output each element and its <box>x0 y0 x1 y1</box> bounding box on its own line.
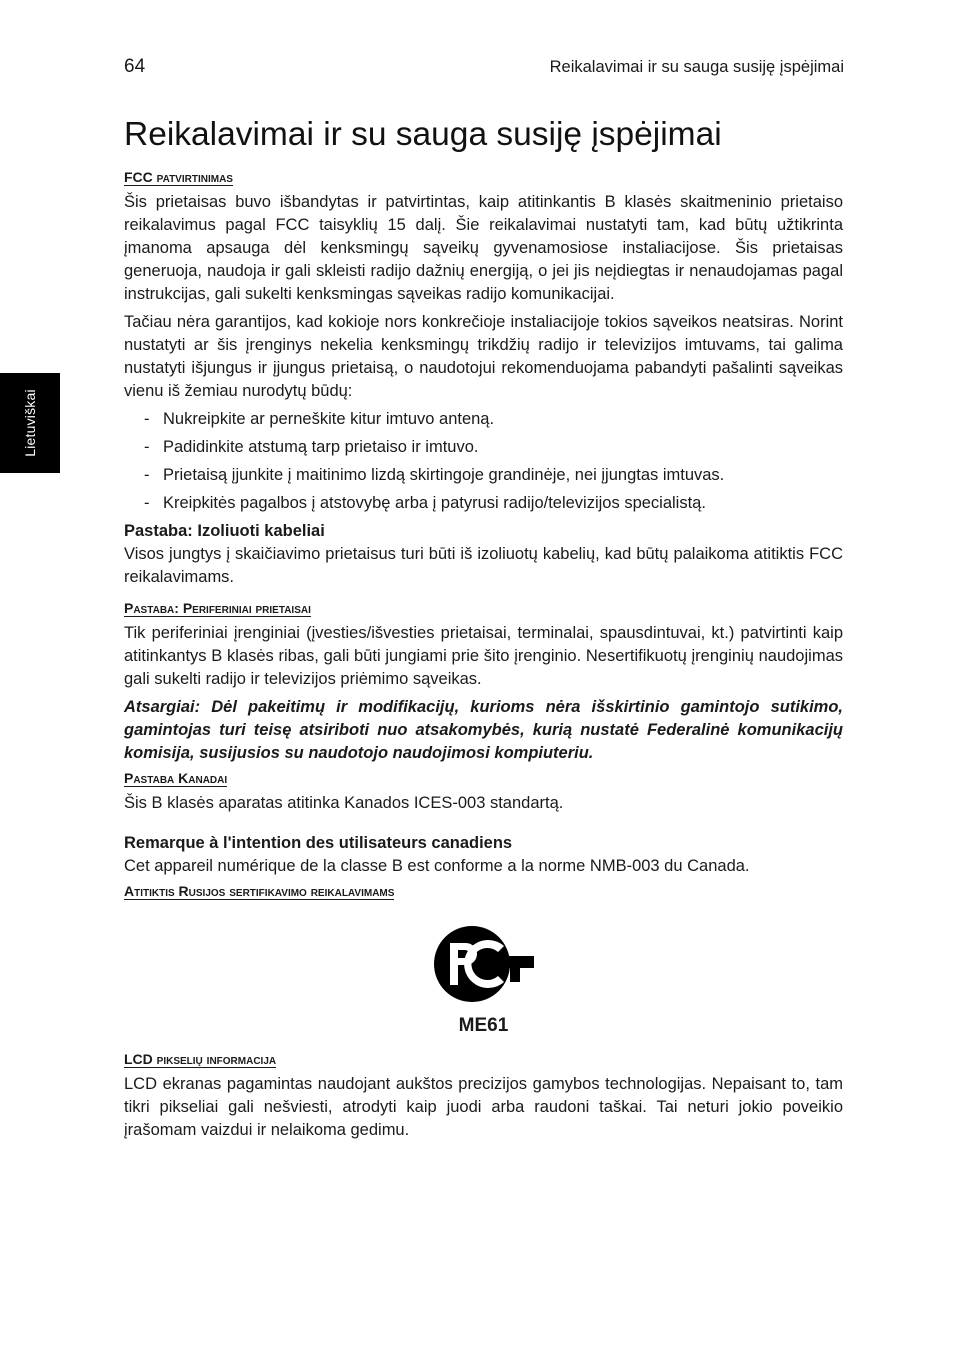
list-item: - Padidinkite atstumą tarp prietaiso ir imtuvo. <box>124 436 843 459</box>
list-item: - Prietaisą įjunkite į maitinimo lizdą skirtingoje grandinėje, nei įjungtas imtuvas. <box>124 464 843 487</box>
list-item: - Nukreipkite ar perneškite kitur imtuvo anteną. <box>124 408 843 431</box>
fcc-heading: FCC patvirtinimas <box>124 169 233 185</box>
page-title: Reikalavimai ir su sauga susiję įspėjimai <box>124 116 722 153</box>
canada-french-heading: Remarque à l'intention des utilisateurs canadiens <box>124 834 513 852</box>
fcc-paragraph-1: Šis prietaisas buvo išbandytas ir patvirtintas, kaip atitinkantis B klasės skaitmeninio prietaiso reikalavimus pagal FCC taisyklių 15 dalį. Šie reikalavimai nustatyti tam, kad būtų užtikrinta įmanoma apsauga dėl kenksmingų sąveikų gyvenamosiose instaliacijose. Šis prietaisas generuoja, naudoja ir gali skleisti radijo dažnių energiją, o jei jis neįdiegtas ir nenaudojamas pagal instrukcijas, gali sukelti kenksmingas sąveikas radijo komunikacijai. <box>124 193 843 303</box>
cables-text: Visos jungtys į skaičiavimo prietaisus turi būti iš izoliuotų kabelių, kad būtų palaikoma atitiktis FCC reikalavimams. <box>124 545 843 586</box>
fcc-measures-list <box>124 408 843 515</box>
peripherals-warning: Atsargiai: Dėl pakeitimų ir modifikacijų, kurioms nėra išskirtinio gamintojo sutikimo, gamintojas turi teisę atsiriboti nuo atsakomybės, kurią nustatė Federalinė komunikacijų komisija, susijusios su naudotojo naudojimosi kompiuteriu. <box>124 698 843 762</box>
peripherals-text: Tik periferiniai įrenginiai (įvesties/išvesties prietaisai, terminalai, spausdintuvai, kt.) patvirtinti kaip atitinkantys B klasės ribas, gali būti jungiami prie šito įrenginio. Nesertifikuotų įrenginių naudojimas gali sukelti radijo ir televizijos priėmimo sąveikas. <box>124 624 843 688</box>
certification-logo-block <box>124 923 843 1037</box>
lcd-heading: LCD pikselių informacija <box>124 1051 277 1067</box>
fcc-paragraph-2: Tačiau nėra garantijos, kad kokioje nors konkrečioje instaliacijoje tokios sąveikos neatsiras. Norint nustatyti ar šis įrenginys nekelia kenksmingų trikdžių radijo ir televizijos imtuvams, tai galima nustatyti išjungus ir įjungus prietaisą, o naudotojui rekomenduojama pabandyti pašalinti sąveikas vienu iš žemiau nurodytų būdų: <box>124 313 843 400</box>
lcd-text: LCD ekranas pagamintas naudojant aukštos precizijos gamybos technologijas. Nepaisant to, tam tikri pikseliai gali nešviesti, atrodyti kaip juodi arba raudoni taškai. Tai neturi jokio poveikio įrašomam vaizdui ir nelaikoma gedimu. <box>124 1075 843 1139</box>
canada-french-text: Cet appareil numérique de la classe B est conforme a la norme NMB-003 du Canada. <box>124 857 750 875</box>
language-side-tab-label: Lietuviškai <box>22 389 39 457</box>
language-side-tab <box>0 373 60 473</box>
gost-certification-icon <box>432 923 536 1005</box>
cables-heading: Pastaba: Izoliuoti kabeliai <box>124 522 325 540</box>
russia-heading: Atitiktis Rusijos sertifikavimo reikalavimams <box>124 883 395 899</box>
certification-code: ME61 <box>458 1015 509 1036</box>
canada-text: Šis B klasės aparatas atitinka Kanados ICES-003 standartą. <box>124 794 564 812</box>
page-number: 64 <box>124 56 146 77</box>
canada-heading: Pastaba Kanadai <box>124 770 228 786</box>
peripherals-heading: Pastaba: Periferiniai prietaisai <box>124 600 311 616</box>
list-item: - Kreipkitės pagalbos į atstovybę arba į patyrusi radijo/televizijos specialistą. <box>124 492 843 515</box>
running-header: Reikalavimai ir su sauga susiję įspėjimai <box>549 58 844 76</box>
page-content <box>124 113 843 1147</box>
